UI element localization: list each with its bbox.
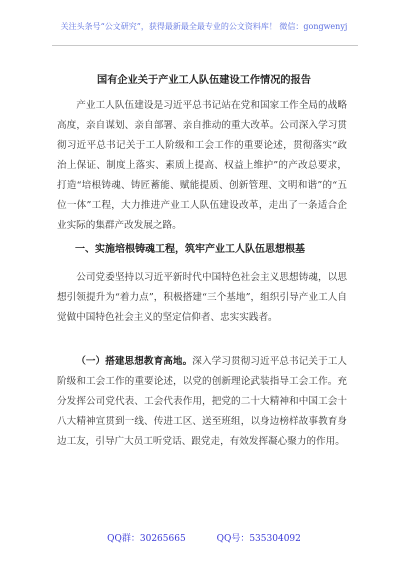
subsection-1-heading: （一）搭建思想教育高地。: [76, 356, 193, 367]
header-promo-text: 关注头条号“公文研究”，获得最新最全最专业的公文资料库！ 微信：gongwenyj: [60, 22, 348, 31]
subsection-1-text: 深入学习贯彻习近平总书记关于工人阶级和工会工作的重要论述，以党的创新理论武装指导工会工作。充分发挥公司党代表、工会代表作用，把党的二十大精神和中国工会十八大精神宣贯到一线、传进工区、送至班组，以身边榜样故事教育身边工友，引导广大员工听党话、跟党走，有效发挥凝心聚力的作用。: [57, 356, 348, 447]
section-1-heading: 一、实施培根铸魂工程，筑牢产业工人队伍思想根基: [75, 244, 305, 255]
document-title: 国有企业关于产业工人队伍建设工作情况的报告: [97, 74, 311, 86]
footer-qq-number: QQ号：535304092: [216, 534, 301, 544]
section-1-paragraph: 公司党委坚持以习近平新时代中国特色社会主义思想铸魂，以思想引领提升为“着力点”，积极搭建“三个基地”，组织引导产业工人自觉做中国特色社会主义的坚定信仰者、忠实实践者。: [57, 272, 347, 323]
header-divider: [52, 45, 358, 46]
intro-paragraph: 产业工人队伍建设是习近平总书记站在党和国家工作全局的战略高度，亲自谋划、亲自部署、亲自推动的重大改革。公司深入学习贯彻习近平总书记关于工人阶级和工会工作的重要论述，贯彻落实“政治上保证、制度上落实、素质上提高、权益上维护”的产改总要求，打造“培根铸魂、铸匠蓄能、赋能提质、创新管理、文明和谐”的“五位一体”工程，大力推进产业工人队伍建设改革，走出了一条适合企业实际的集群产改发展之路。: [57, 100, 347, 231]
subsection-1-paragraph: [57, 352, 347, 452]
footer-qq-group: QQ群：30265665: [107, 534, 186, 544]
footer: [0, 531, 408, 544]
